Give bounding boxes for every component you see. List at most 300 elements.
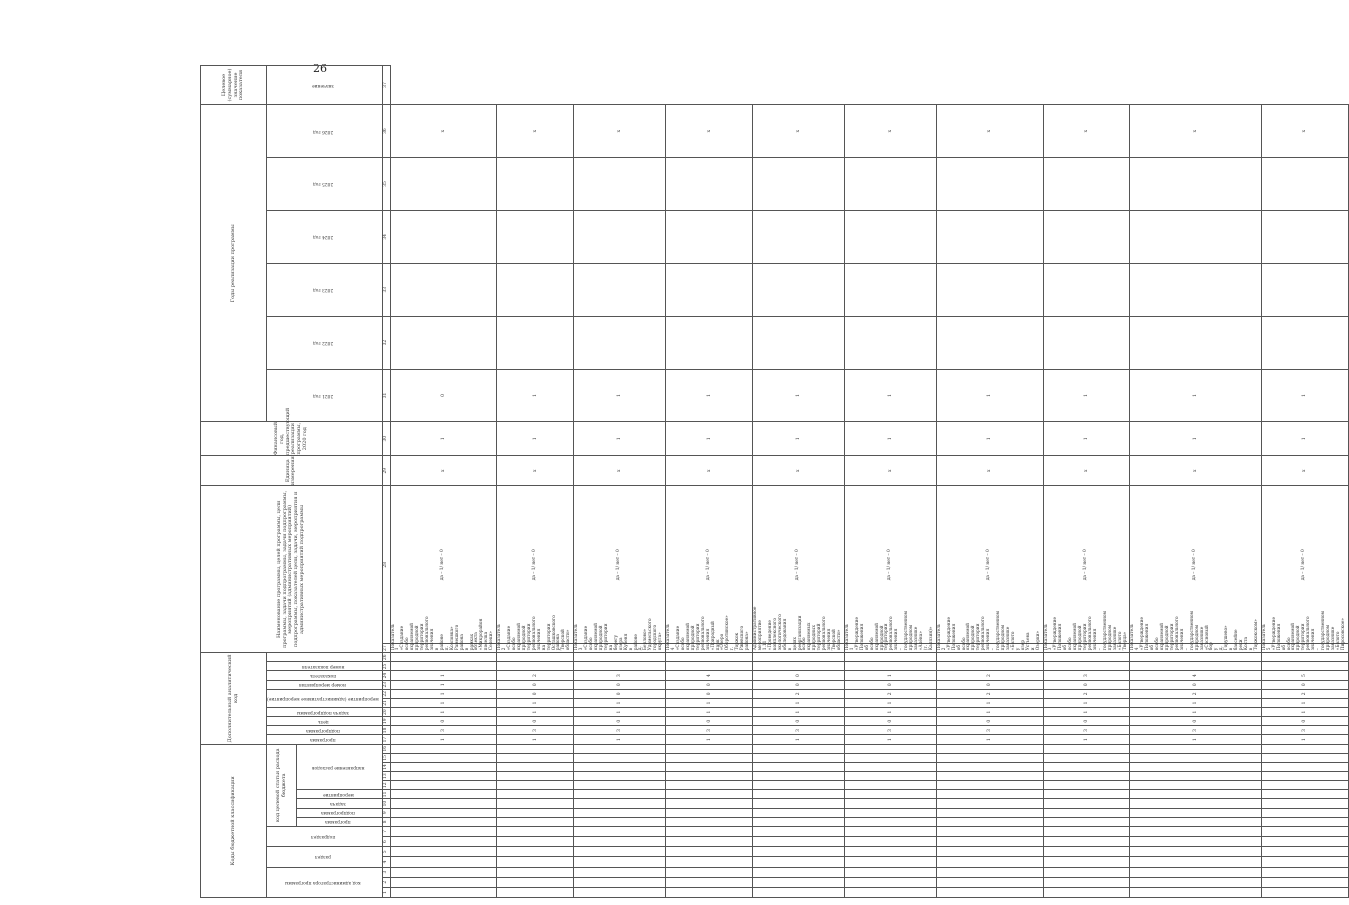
budget-code-cell [574,847,666,857]
analytic-code-cell [1043,662,1130,671]
row-description-text: Показатель 5 «Утверждение Положения об особо охраняемой природной территории регионального значения – государственном природном заказнике «Болото Пиросовское» [1261,611,1346,651]
budget-code-cell [1130,867,1261,877]
budget-code-cell [666,790,753,799]
row-target-text: х [987,129,993,133]
analytic-code-cell-text: 3 [532,729,538,732]
analytic-code-cell-text: 2 [795,692,801,696]
analytic-code-cell-text: 4 [1193,674,1199,677]
budget-code-cell [1261,790,1348,799]
budget-sub-col-4 [297,744,382,790]
budget-code-cell [844,790,936,799]
budget-code-cell [390,867,497,877]
analytic-code-cell [1043,698,1130,707]
analytic-code-cell [1130,671,1261,680]
budget-code-cell [390,877,497,887]
table-row [666,66,753,898]
analytic-code-cell [1261,726,1348,735]
analytic-code-cell [1043,671,1130,680]
analytic-col-1 [267,726,383,735]
analytic-code-cell [390,671,497,680]
analytic-code-cell-text: 0 [1193,719,1199,723]
col-number-text: 20 [383,709,389,715]
budget-code-cell [844,762,936,771]
col-number [382,887,390,897]
row-2022 [666,369,753,422]
row-2021-text: 1 [795,437,801,441]
analytic-code-cell [936,689,1043,698]
col-number [382,817,390,826]
analytic-code-cell [666,680,753,689]
row-target-text: х [440,129,446,133]
analytic-col-5 [267,680,383,689]
analytic-code-cell [574,680,666,689]
row-year-empty [390,210,497,263]
analytic-code-cell-text: 1 [887,674,893,677]
row-2021-text: 1 [440,437,446,441]
budget-code-cell [753,808,845,817]
row-2022-text: 1 [795,394,801,397]
budget-sub-col-3-text: мероприятие [322,791,354,797]
analytic-code-cell-text: 0 [706,692,712,696]
row-description [1043,611,1130,653]
col-number [382,772,390,781]
row-year-empty [936,210,1043,263]
budget-code-cell [1043,847,1130,857]
row-year-empty [574,210,666,263]
analytic-code-cell-text: 3 [706,729,712,732]
budget-code-cell [1130,817,1261,826]
analytic-code-cell-text: 1 [887,710,893,714]
row-fin-year [497,455,574,486]
budget-code-cell [390,887,497,897]
table-row [753,66,845,898]
analytic-code-cell-text: 1 [440,683,446,687]
analytic-code-cell [1130,708,1261,717]
analytic-code-cell [1130,662,1261,671]
analytic-code-cell-text: 2 [1083,692,1089,696]
analytic-code-cell-text: 1 [617,710,623,714]
budget-code-cell [936,762,1043,771]
budget-code-cell [1130,808,1261,817]
analytic-code-cell [936,653,1043,662]
row-description [666,615,753,653]
row-2022 [936,369,1043,422]
year-col-1-text: 2022 год [312,340,333,346]
budget-code-cell [844,772,936,781]
analytic-col-4 [267,689,383,707]
budget-code-cell [844,808,936,817]
budget-code-cell [666,817,753,826]
analytic-code-cell-text: 0 [795,674,801,677]
col-number [382,762,390,771]
budget-col-section-text: раздел [314,854,331,860]
analytic-code-cell [497,708,574,717]
col-number-text: 12 [383,782,389,789]
budget-code-cell [497,753,574,762]
row-fin-year [1261,455,1348,486]
years-header-text: Годы реализации программы [229,224,236,303]
analytic-code-cell [1130,717,1261,726]
col-number [382,867,390,877]
analytic-code-cell-text: 3 [1083,729,1089,732]
analytic-code-cell-text: 3 [617,729,623,732]
analytic-code-cell [574,653,666,662]
year-col-3 [267,210,383,263]
budget-code-cell [753,772,845,781]
analytic-code-cell-text: 2 [1302,692,1308,696]
analytic-code-cell [844,680,936,689]
analytic-code-cell-text: 1 [617,738,623,741]
budget-code-cell [844,857,936,867]
row-2022 [574,369,666,422]
budget-code-cell [1130,772,1261,781]
analytic-code-cell [497,698,574,707]
analytic-code-cell [497,735,574,744]
analytic-code-cell-text: 3 [1083,674,1089,677]
analytic-code-cell-text: 1 [532,738,538,741]
analytic-code-cell [390,708,497,717]
analytic-col-7-text: номер показателя [301,663,345,669]
row-fin-year-text: х [987,469,993,472]
budget-code-cell [1261,877,1348,887]
row-2022 [390,369,497,422]
col-number [382,680,390,689]
col-number-text: 25 [383,663,389,670]
analytic-code-cell-text: 2 [987,674,993,677]
analytic-code-cell-text: 3 [440,729,446,732]
row-2021 [666,422,753,456]
row-year-empty [1130,158,1261,211]
row-description-text: Административное мероприятие 1.11 «Проведение комплексного экологического обследования в целях реорганизации особо охраняемых природных территорий регионального значения Тверской области» [753,606,843,651]
row-target [390,105,497,158]
row-2021 [844,422,936,456]
budget-code-cell [753,817,845,826]
row-2021 [574,422,666,456]
budget-code-cell [497,887,574,897]
budget-code-cell [666,847,753,857]
budget-code-cell [1261,772,1348,781]
row-target-text: х [617,129,623,133]
analytic-code-cell [390,653,497,662]
row-year-empty [753,263,845,316]
budget-col-admin [267,867,383,897]
col-number [382,662,390,671]
analytic-code-cell [936,671,1043,680]
row-target [574,105,666,158]
budget-code-cell [753,847,845,857]
row-year-empty [936,263,1043,316]
row-unit-text: да – 1/ нет – 0 [705,549,711,581]
budget-sub-col-4-text: направление расходов [311,764,365,770]
row-year-empty [844,158,936,211]
analytic-code-cell [1043,680,1130,689]
analytic-code-cell [1261,735,1348,744]
col-number [382,66,390,105]
analytic-code-cell-text: 1 [532,710,538,714]
analytic-code-cell [1261,662,1348,671]
budget-code-cell [390,847,497,857]
budget-code-cell [1261,867,1348,877]
budget-code-cell [1043,857,1130,867]
col-number [382,263,390,316]
analytic-code-cell [497,662,574,671]
row-2021 [1043,422,1130,456]
row-target [1130,105,1261,158]
row-year-empty [753,158,845,211]
analytic-code-cell-text: 0 [532,692,538,696]
analytic-code-cell-text: 1 [1083,701,1089,705]
analytic-code-cell [1043,726,1130,735]
budget-code-cell [936,887,1043,897]
budget-code-cell [1043,744,1130,753]
col-number [382,671,390,680]
year-col-5 [267,105,383,158]
row-target [753,105,845,158]
analytic-code-cell-text: 0 [617,719,623,723]
row-fin-year [844,455,936,486]
row-description-text: Показатель 4 «Утверждение Положения об особо охраняемой природной территории регионального значения – государственном природном заказнике «Сосновый бор у д. Горушево» в бассейне реки Коста в Торжокском» [1130,611,1259,651]
col-number-text: 2 [383,880,389,884]
budget-code-cell [936,781,1043,790]
analytic-code-cell [753,735,845,744]
analytic-code-cell [390,698,497,707]
additional-code-header-text: Дополнительный аналитический код [226,654,239,743]
row-2022-text: 1 [1302,394,1308,397]
analytic-code-cell [666,708,753,717]
analytic-code-cell-text: 1 [795,710,801,714]
analytic-code-cell [666,671,753,680]
budget-code-cell [574,744,666,753]
analytic-code-cell-text: 1 [1193,710,1199,714]
budget-code-cell [753,753,845,762]
analytic-code-cell [844,735,936,744]
analytic-code-cell [753,726,845,735]
row-2022-text: 1 [532,394,538,397]
budget-col-section [267,847,383,867]
budget-code-cell [936,799,1043,808]
row-description-text: Показатель 2 «Создание особо охраняемой природной территории регионального значения на территории Осташковского района Тверской области» [497,615,572,651]
row-2022 [1043,369,1130,422]
analytic-code-cell-text: 1 [1193,701,1199,705]
budget-code-cell [497,837,574,847]
analytic-code-cell [844,671,936,680]
budget-code-cell [844,817,936,826]
analytic-code-cell-text: 0 [1083,683,1089,687]
analytic-code-cell-text: 1 [1302,701,1308,705]
analytic-code-cell-text: 1 [440,701,446,705]
budget-code-cell [1043,772,1130,781]
budget-code-cell [1130,762,1261,771]
budget-code-cell [390,799,497,808]
table-row [497,66,574,898]
budget-code-cell [497,826,574,836]
col-number [382,644,390,653]
row-unit-text: да – 1/ нет – 0 [1083,549,1089,581]
analytic-code-cell-text: 0 [532,683,538,687]
analytic-col-3-text: задача подпрограммы [296,709,349,715]
budget-code-cell [1130,877,1261,887]
row-2021-text: 1 [1193,437,1199,441]
row-unit-text: да – 1/ нет – 0 [986,549,992,581]
budget-code-cell [844,826,936,836]
analytic-code-cell [936,735,1043,744]
col-number [382,735,390,744]
analytic-col-0-text: программа [310,737,336,743]
budget-code-cell [753,781,845,790]
budget-code-cell [390,790,497,799]
budget-code-cell [574,826,666,836]
budget-code-cell [1043,799,1130,808]
budget-sub-col-2-text: задача [330,801,346,807]
budget-code-cell [844,799,936,808]
budget-code-cell [1043,887,1130,897]
budget-code-cell [1043,753,1130,762]
row-year-empty [1130,263,1261,316]
row-year-empty [844,316,936,369]
analytic-code-cell-text: 3 [617,674,623,677]
table-row [936,66,1043,898]
col-number-text: 29 [383,467,389,474]
analytic-code-cell-text: 0 [795,683,801,687]
row-unit-text: да – 1/ нет – 0 [1301,549,1307,581]
budget-sub-col-1 [297,808,382,817]
table-row [1043,66,1130,898]
table-row [844,66,936,898]
budget-code-cell [1043,817,1130,826]
col-number-text: 32 [383,339,389,346]
analytic-code-cell-text: 0 [987,719,993,723]
analytic-code-cell [574,735,666,744]
budget-code-cell [497,744,574,753]
budget-code-cell [574,781,666,790]
analytic-code-cell-text: 0 [1193,683,1199,687]
analytic-code-cell-text: 1 [987,738,993,741]
row-description-text: Показатель 4 «Создание особо охраняемой природной территории регионального значения «Природный парк «Озеро Оборотинское» г. Торжок Ржевского района» [666,615,751,651]
analytic-code-cell [497,726,574,735]
budget-code-cell [844,847,936,857]
row-fin-year-text: х [440,469,446,472]
row-2022 [497,369,574,422]
budget-code-cell [753,744,845,753]
analytic-code-cell [390,717,497,726]
analytic-code-cell [936,680,1043,689]
analytic-col-6 [267,671,383,680]
analytic-code-cell [390,726,497,735]
target-header [201,66,267,105]
col-number-text: 9 [383,811,389,815]
analytic-code-cell-text: 1 [706,738,712,741]
row-target [1043,105,1130,158]
analytic-code-cell-text: 1 [795,738,801,741]
row-year-empty [844,263,936,316]
row-target [844,105,936,158]
row-2021-text: 1 [617,437,623,441]
analytic-code-cell [1130,698,1261,707]
analytic-code-cell-text: 1 [617,701,623,705]
budget-code-cell [936,857,1043,867]
analytic-code-cell [844,708,936,717]
row-fin-year-text: х [1083,469,1089,472]
analytic-code-cell-text: 1 [887,738,893,741]
table-row [1261,66,1348,898]
budget-code-cell [1130,847,1261,857]
analytic-code-cell-text: 4 [706,674,712,677]
col-number-text: 11 [383,791,389,798]
col-number [382,726,390,735]
col-number-text: 15 [383,755,389,761]
budget-code-cell [1261,857,1348,867]
row-unit [1130,486,1261,644]
analytic-code-cell [666,717,753,726]
analytic-code-cell [1261,698,1348,707]
col-number-text: 30 [383,435,389,442]
row-year-empty [1261,263,1348,316]
budget-code-cell [753,857,845,867]
col-number-text: 37 [383,82,389,88]
analytic-code-cell [753,708,845,717]
analytic-code-cell [1130,726,1261,735]
col-number [382,744,390,753]
row-description [1130,611,1261,653]
analytic-code-cell-text: 1 [887,701,893,705]
budget-code-cell [1130,857,1261,867]
row-2022-text: 1 [617,394,623,397]
budget-code-cell [1130,887,1261,897]
analytic-code-cell-text: 2 [987,692,993,696]
analytic-code-cell [497,717,574,726]
analytic-col-6-text: показатель [309,673,336,679]
row-unit-text: да – 1/ нет – 0 [439,549,445,581]
row-year-empty [1043,210,1130,263]
analytic-code-cell-text: 1 [987,701,993,705]
budget-code-cell [1261,781,1348,790]
budget-col-subsection [267,826,383,846]
budget-sub-col-1-text: подпрограмма [321,810,355,816]
row-description-text: Показатель 3 «Создание особо охраняемой природной территории на берегу озера Кубеня в районе д. Берлово» Удомельского городского округа» [574,618,664,651]
row-unit-text: да – 1/ нет – 0 [1192,549,1198,581]
row-year-empty [936,158,1043,211]
row-year-empty [1043,316,1130,369]
row-fin-year-text: х [1302,469,1308,472]
row-target-text: х [706,129,712,133]
row-target-text: х [1302,129,1308,133]
analytic-code-cell [574,689,666,698]
row-description [497,615,574,653]
analytic-code-cell [497,680,574,689]
analytic-code-cell-text: 1 [1193,738,1199,741]
analytic-code-cell-text: 0 [1302,719,1308,723]
budget-code-cell [497,799,574,808]
row-2022 [1261,369,1348,422]
budget-code-cell [936,744,1043,753]
analytic-code-cell [844,698,936,707]
budget-code-cell [574,799,666,808]
col-number-text: 36 [383,128,389,134]
budget-code-cell [666,867,753,877]
row-unit-text: да – 1/ нет – 0 [795,549,801,581]
analytic-code-cell [1261,717,1348,726]
analytic-code-cell-text: 1 [706,710,712,714]
budget-code-cell [1043,808,1130,817]
analytic-code-cell-text: 1 [795,701,801,705]
col-number-text: 31 [383,392,389,399]
budget-code-cell [574,772,666,781]
fin-year-header-text: Финансовый год, предшествующий реализации программы, 2020 год [273,407,308,455]
col-number [382,210,390,263]
row-fin-year-text: х [795,469,801,472]
program-name-header-text: Наименование программы, целей программы, цели программы, задачи подпрограммы, задачи подпрограммы, мероприятий (административных мероприятий) подпрограммы, показателей цели, задачи, мероприятия и административных мероприятий подпрограммы [275,490,305,648]
col-number-text: 17 [383,736,389,743]
